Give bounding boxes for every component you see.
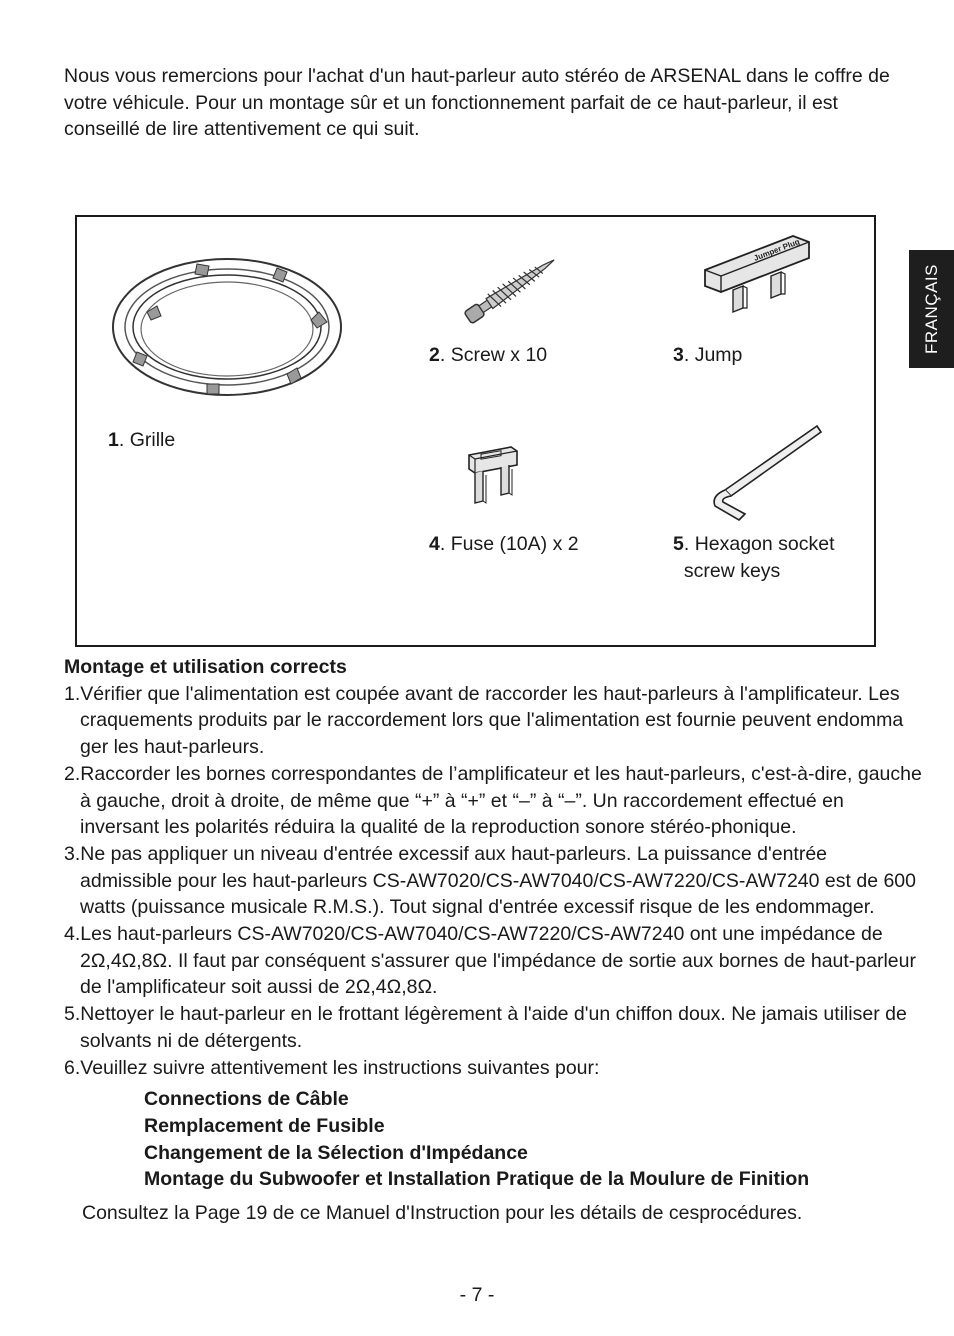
part-4-number: 4 [429, 533, 440, 555]
grille-ring-icon [107, 252, 347, 402]
screw-icon [455, 249, 567, 329]
part-5-label [673, 531, 873, 585]
part-3-name: . Jump [683, 344, 743, 366]
part-2-name: . Screw x 10 [439, 344, 548, 366]
jumper-plug-icon [697, 232, 817, 332]
instruction-item: 6.Veuillez suivre attentivement les instructions suivantes pour: [64, 1056, 600, 1079]
part-3-number: 3 [673, 344, 684, 366]
part-3-label [673, 342, 742, 369]
instruction-item: 3.Ne pas appliquer un niveau d'entrée excessif aux haut-parleurs. La puissance d'entrée admissible pour les haut-parleurs CS-AW7020/CS-AW7040/CS-AW7220/CS-AW7240 est de 600 watts (puissance musicale R.M.S.). Tout signal d'entrée excessif risque de les endommager. [64, 842, 916, 919]
procedure-item: Montage du Subwoofer et Installation Pratique de la Moulure de Finition [144, 1168, 810, 1191]
part-4-name: . Fuse (10A) x 2 [439, 533, 579, 555]
procedure-item: Connections de Câble [144, 1088, 349, 1111]
procedure-list [64, 1086, 924, 1193]
part-2-number: 2 [429, 344, 440, 366]
procedure-item: Remplacement de Fusible [144, 1114, 385, 1137]
instruction-item: 1.Vérifier que l'alimentation est coupée avant de raccorder les haut-parleurs à l'amplificateur. Les craquements produits par le raccordement lors que l'alimentation est fournie peuvent endomma ger les haut-parleurs. [64, 682, 904, 759]
intro-paragraph: Nous vous remercions pour l'achat d'un haut-parleur auto stéréo de ARSENAL dans le coffre de votre véhicule. Pour un montage sûr et un fonctionnement parfait de ce haut-parleur, il est conseillé de lire attentivement ce qui suit. [64, 65, 890, 140]
footnote: Consultez la Page 19 de ce Manuel d'Instruction pour les détails de cesprocédures. [82, 1202, 803, 1225]
page-number: - 7 - [459, 1284, 495, 1306]
procedure-item: Changement de la Sélection d'Impédance [144, 1141, 528, 1164]
instruction-item: 4.Les haut-parleurs CS-AW7020/CS-AW7040/CS-AW7220/CS-AW7240 ont une impédance de 2Ω,4Ω,8Ω. Il faut par conséquent s'assurer que l'impédance de sortie aux bornes de haut-parleur de l'amplificateur soit aussi de 2Ω,4Ω,8Ω. [64, 923, 916, 999]
part-2-label [429, 342, 547, 369]
parts-list-box [75, 215, 876, 647]
instructions-section [64, 654, 924, 1227]
part-1-name: . Grille [118, 429, 176, 451]
part-5-number: 5 [673, 533, 684, 555]
instruction-item: 5.Nettoyer le haut-parleur en le frottant légèrement à l'aide d'un chiffon doux. Ne jamais utiliser de solvants ni de détergents. [64, 1003, 907, 1052]
svg-text:Jumper Plug: Jumper Plug [752, 237, 801, 263]
instruction-list [64, 681, 924, 1082]
hex-key-icon [705, 422, 827, 522]
part-5-name: . Hexagon socket screw keys [683, 533, 835, 582]
instruction-item: 2.Raccorder les bornes correspondantes de l’amplificateur et les haut-parleurs, c'est-à-dire, gauche à gauche, droit à droite, de même que “+” à “+” et “–” à “–”. Un raccordement effectué en inversant les polarités réduira la qualité de la reproduction sonore stéréo-phonique. [64, 762, 922, 839]
part-1-label [108, 427, 175, 454]
language-tab-label: FRANÇAIS [921, 264, 941, 354]
fuse-icon [465, 443, 525, 517]
part-4-label [429, 531, 579, 558]
language-tab [909, 250, 954, 368]
section-title: Montage et utilisation corrects [64, 656, 347, 678]
part-1-number: 1 [108, 429, 119, 451]
